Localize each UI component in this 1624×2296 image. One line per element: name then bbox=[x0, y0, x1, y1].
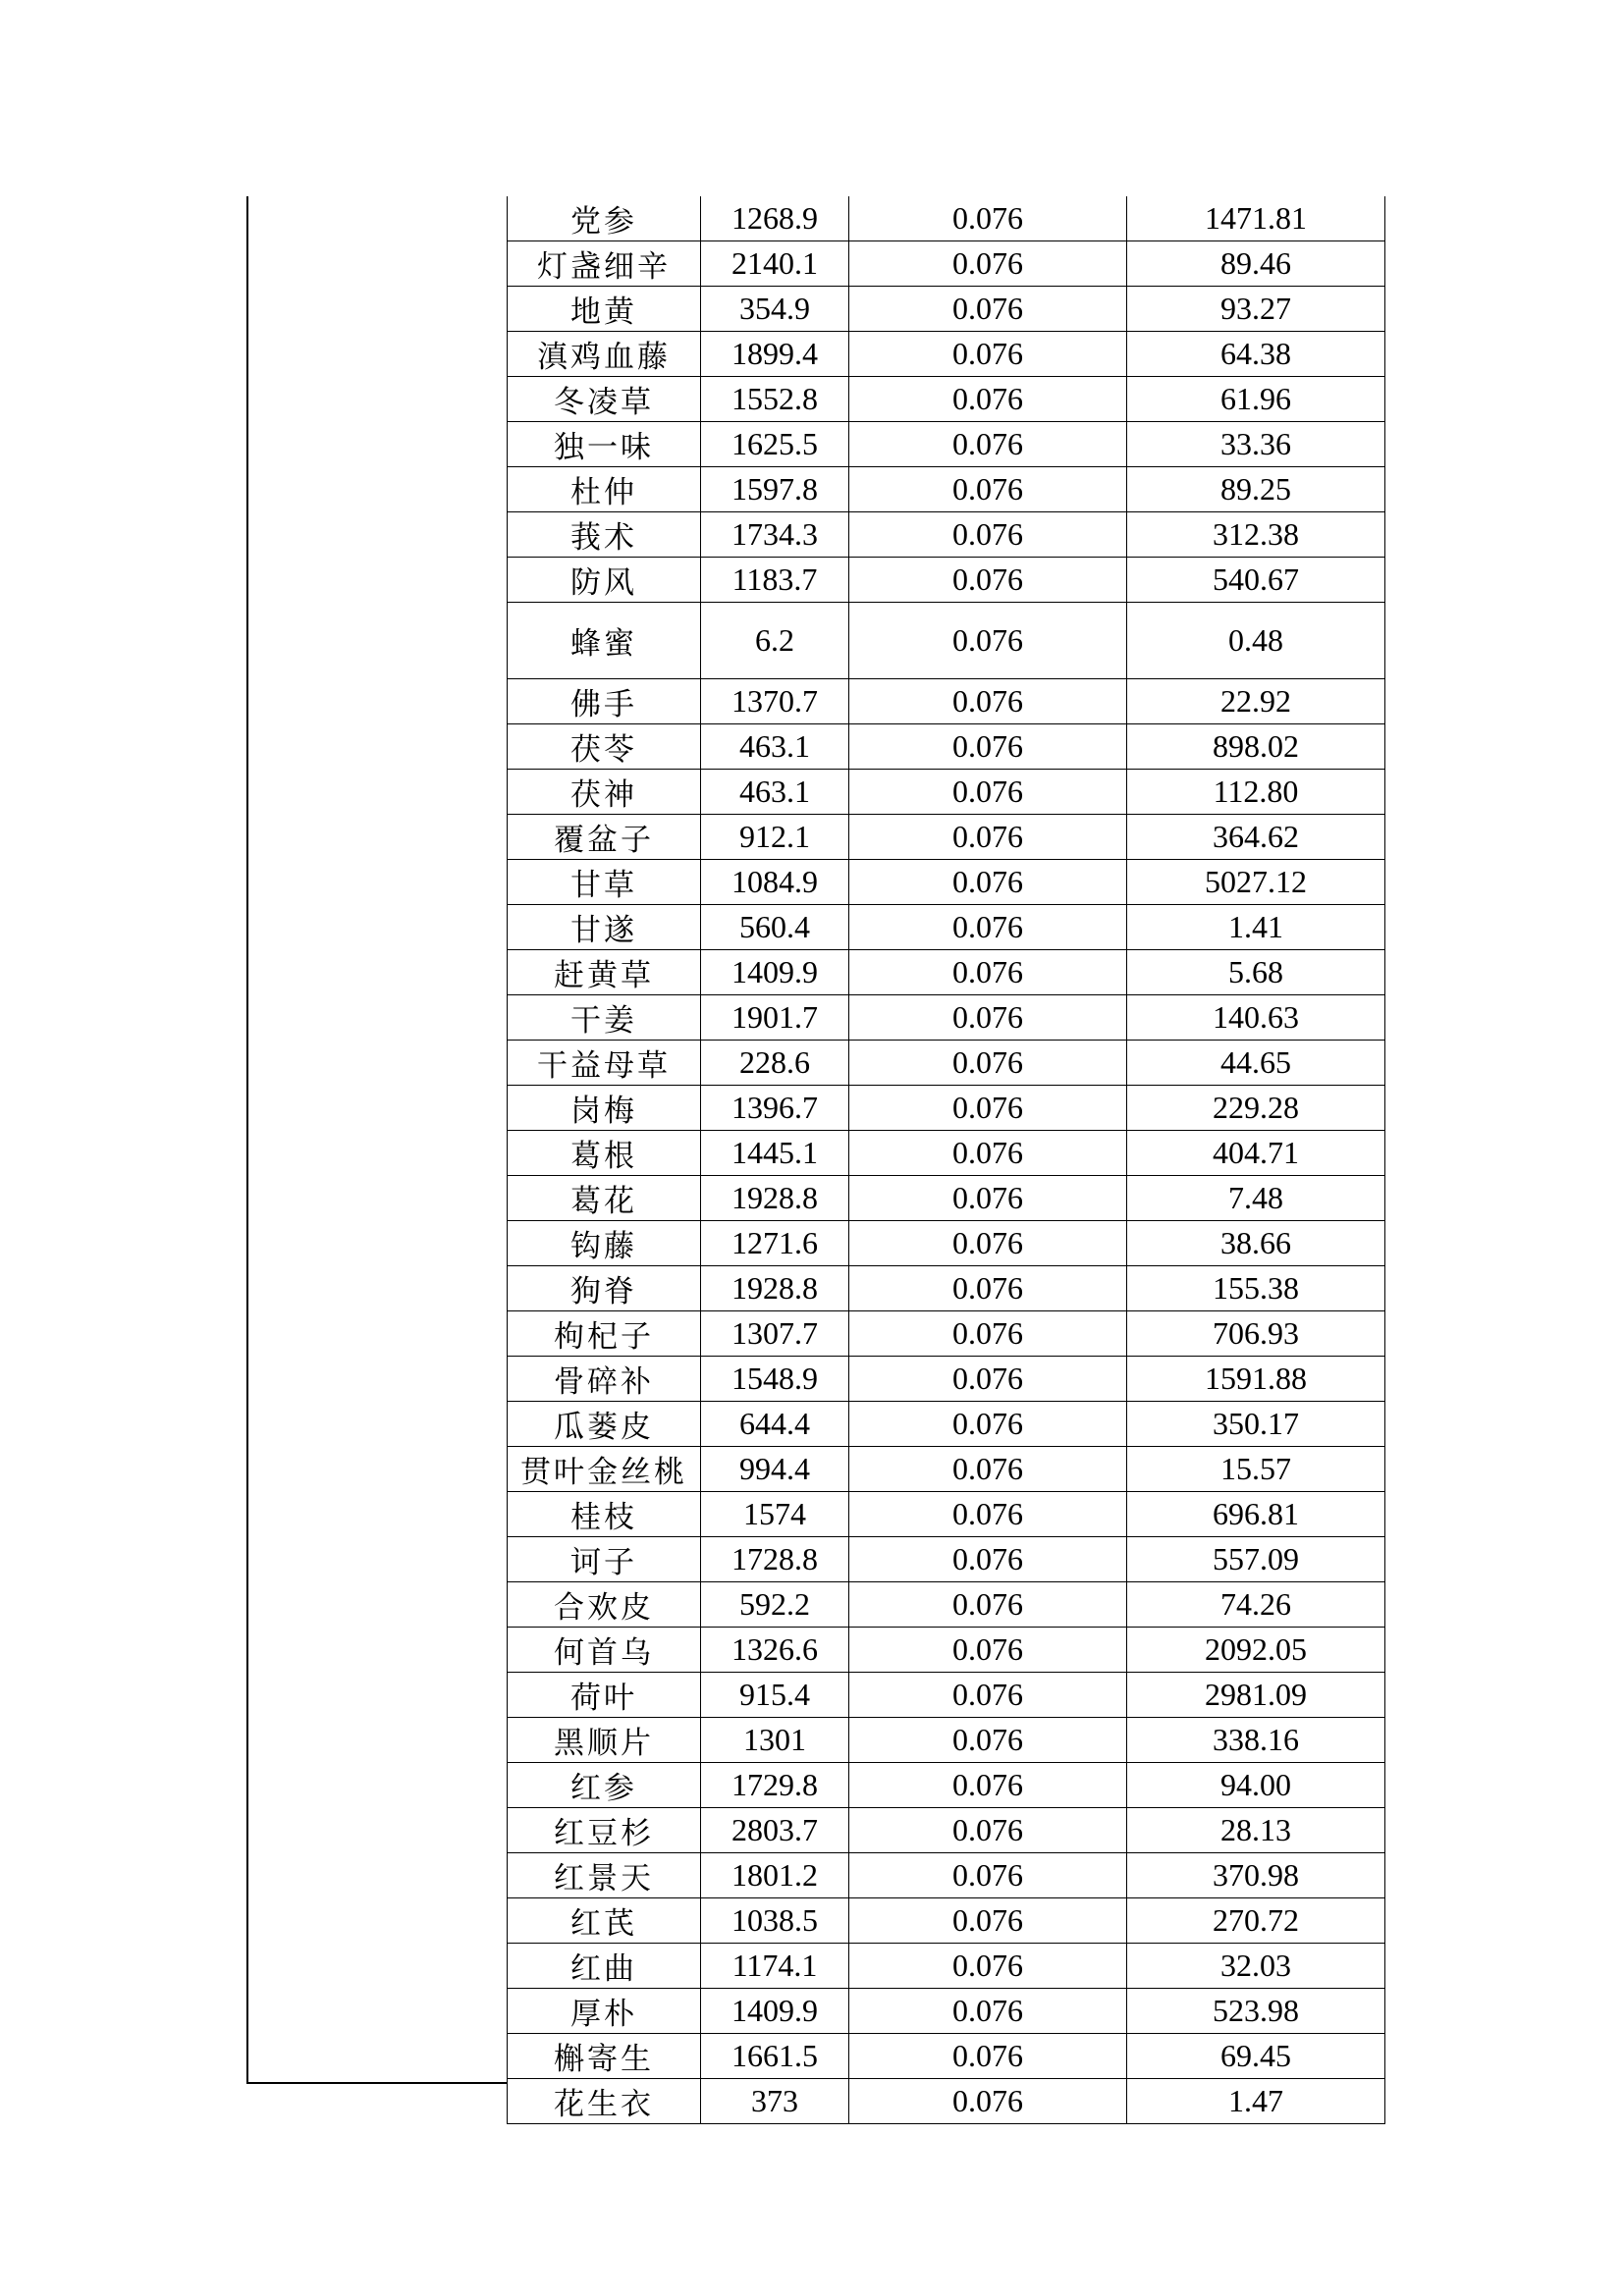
herb-amount-cell: 112.80 bbox=[1127, 770, 1385, 815]
herb-coef-cell: 0.076 bbox=[849, 1898, 1127, 1944]
herb-name-cell: 甘草 bbox=[508, 860, 701, 905]
herb-value-cell: 1301 bbox=[701, 1718, 849, 1763]
herb-value-cell: 228.6 bbox=[701, 1041, 849, 1086]
herb-amount-cell: 28.13 bbox=[1127, 1808, 1385, 1853]
herb-amount-cell: 557.09 bbox=[1127, 1537, 1385, 1582]
herb-value-cell: 1084.9 bbox=[701, 860, 849, 905]
table-row bbox=[508, 2079, 1385, 2124]
herb-coef-cell: 0.076 bbox=[849, 1492, 1127, 1537]
herb-amount-cell: 1.47 bbox=[1127, 2079, 1385, 2124]
herb-coef-cell: 0.076 bbox=[849, 558, 1127, 603]
herb-name-cell: 地黄 bbox=[508, 287, 701, 332]
herb-name-cell: 桂枝 bbox=[508, 1492, 701, 1537]
herb-amount-cell: 32.03 bbox=[1127, 1944, 1385, 1989]
herb-coef-cell: 0.076 bbox=[849, 2034, 1127, 2079]
herb-amount-cell: 89.46 bbox=[1127, 241, 1385, 287]
herb-coef-cell: 0.076 bbox=[849, 1266, 1127, 1311]
herb-name-cell: 狗脊 bbox=[508, 1266, 701, 1311]
herb-coef-cell: 0.076 bbox=[849, 1989, 1127, 2034]
herb-value-cell: 1901.7 bbox=[701, 995, 849, 1041]
herb-coef-cell: 0.076 bbox=[849, 1582, 1127, 1628]
herb-name-cell: 莪术 bbox=[508, 512, 701, 558]
herb-coef-cell: 0.076 bbox=[849, 1131, 1127, 1176]
herb-value-cell: 1625.5 bbox=[701, 422, 849, 467]
herb-name-cell: 瓜蒌皮 bbox=[508, 1402, 701, 1447]
table-row bbox=[508, 558, 1385, 603]
herb-coef-cell: 0.076 bbox=[849, 1041, 1127, 1086]
herb-value-cell: 915.4 bbox=[701, 1673, 849, 1718]
herb-coef-cell: 0.076 bbox=[849, 196, 1127, 241]
herb-value-cell: 1729.8 bbox=[701, 1763, 849, 1808]
herb-value-cell: 1445.1 bbox=[701, 1131, 849, 1176]
herb-value-cell: 1728.8 bbox=[701, 1537, 849, 1582]
herb-value-cell: 373 bbox=[701, 2079, 849, 2124]
herb-amount-cell: 44.65 bbox=[1127, 1041, 1385, 1086]
herb-coef-cell: 0.076 bbox=[849, 1176, 1127, 1221]
herb-value-cell: 1548.9 bbox=[701, 1357, 849, 1402]
herb-name-cell: 厚朴 bbox=[508, 1989, 701, 2034]
table-row bbox=[508, 1447, 1385, 1492]
herb-coef-cell: 0.076 bbox=[849, 377, 1127, 422]
herb-coef-cell: 0.076 bbox=[849, 1086, 1127, 1131]
herb-coef-cell: 0.076 bbox=[849, 512, 1127, 558]
herb-coef-cell: 0.076 bbox=[849, 2079, 1127, 2124]
herb-amount-cell: 5027.12 bbox=[1127, 860, 1385, 905]
herb-name-cell: 甘遂 bbox=[508, 905, 701, 950]
herb-value-cell: 1183.7 bbox=[701, 558, 849, 603]
herb-coef-cell: 0.076 bbox=[849, 905, 1127, 950]
herb-name-cell: 槲寄生 bbox=[508, 2034, 701, 2079]
herb-value-cell: 1661.5 bbox=[701, 2034, 849, 2079]
table-row bbox=[508, 1673, 1385, 1718]
herb-name-cell: 枸杞子 bbox=[508, 1311, 701, 1357]
herb-coef-cell: 0.076 bbox=[849, 860, 1127, 905]
herb-coef-cell: 0.076 bbox=[849, 1311, 1127, 1357]
table-row bbox=[508, 905, 1385, 950]
herb-coef-cell: 0.076 bbox=[849, 1447, 1127, 1492]
table-row bbox=[508, 1898, 1385, 1944]
herb-coef-cell: 0.076 bbox=[849, 815, 1127, 860]
herb-coef-cell: 0.076 bbox=[849, 467, 1127, 512]
herb-name-cell: 杜仲 bbox=[508, 467, 701, 512]
herb-coef-cell: 0.076 bbox=[849, 1628, 1127, 1673]
herb-amount-cell: 61.96 bbox=[1127, 377, 1385, 422]
herb-name-cell: 红曲 bbox=[508, 1944, 701, 1989]
herb-coef-cell: 0.076 bbox=[849, 1944, 1127, 1989]
table-row bbox=[508, 679, 1385, 724]
herb-amount-cell: 370.98 bbox=[1127, 1853, 1385, 1898]
herb-value-cell: 354.9 bbox=[701, 287, 849, 332]
table-row bbox=[508, 1221, 1385, 1266]
table-row bbox=[508, 1763, 1385, 1808]
herb-value-cell: 6.2 bbox=[701, 603, 849, 679]
herb-amount-cell: 2092.05 bbox=[1127, 1628, 1385, 1673]
herb-name-cell: 骨碎补 bbox=[508, 1357, 701, 1402]
herb-table-body bbox=[508, 196, 1385, 2124]
herb-amount-cell: 155.38 bbox=[1127, 1266, 1385, 1311]
table-row bbox=[508, 1944, 1385, 1989]
herb-name-cell: 葛花 bbox=[508, 1176, 701, 1221]
herb-name-cell: 党参 bbox=[508, 196, 701, 241]
herb-name-cell: 荷叶 bbox=[508, 1673, 701, 1718]
table-row bbox=[508, 241, 1385, 287]
herb-amount-cell: 1.41 bbox=[1127, 905, 1385, 950]
table-row bbox=[508, 1492, 1385, 1537]
herb-value-cell: 1574 bbox=[701, 1492, 849, 1537]
herb-name-cell: 红豆杉 bbox=[508, 1808, 701, 1853]
table-row bbox=[508, 1853, 1385, 1898]
table-row bbox=[508, 2034, 1385, 2079]
herb-coef-cell: 0.076 bbox=[849, 332, 1127, 377]
herb-coef-cell: 0.076 bbox=[849, 241, 1127, 287]
table-row bbox=[508, 1628, 1385, 1673]
table-row bbox=[508, 377, 1385, 422]
herb-amount-cell: 696.81 bbox=[1127, 1492, 1385, 1537]
herb-coef-cell: 0.076 bbox=[849, 1718, 1127, 1763]
table-row bbox=[508, 1041, 1385, 1086]
herb-value-cell: 1174.1 bbox=[701, 1944, 849, 1989]
herb-amount-cell: 898.02 bbox=[1127, 724, 1385, 770]
herb-coef-cell: 0.076 bbox=[849, 1221, 1127, 1266]
herb-name-cell: 干姜 bbox=[508, 995, 701, 1041]
herb-coef-cell: 0.076 bbox=[849, 995, 1127, 1041]
herb-value-cell: 1396.7 bbox=[701, 1086, 849, 1131]
herb-value-cell: 912.1 bbox=[701, 815, 849, 860]
herb-value-cell: 1038.5 bbox=[701, 1898, 849, 1944]
herb-name-cell: 滇鸡血藤 bbox=[508, 332, 701, 377]
herb-amount-cell: 1471.81 bbox=[1127, 196, 1385, 241]
table-row bbox=[508, 1582, 1385, 1628]
herb-value-cell: 1801.2 bbox=[701, 1853, 849, 1898]
herb-name-cell: 灯盏细辛 bbox=[508, 241, 701, 287]
table-row bbox=[508, 603, 1385, 679]
herb-coef-cell: 0.076 bbox=[849, 603, 1127, 679]
table-row bbox=[508, 950, 1385, 995]
herb-amount-cell: 270.72 bbox=[1127, 1898, 1385, 1944]
table-row bbox=[508, 860, 1385, 905]
herb-name-cell: 佛手 bbox=[508, 679, 701, 724]
herb-coef-cell: 0.076 bbox=[849, 1763, 1127, 1808]
table-row bbox=[508, 512, 1385, 558]
herb-name-cell: 花生衣 bbox=[508, 2079, 701, 2124]
table-row bbox=[508, 1266, 1385, 1311]
table-row bbox=[508, 1718, 1385, 1763]
herb-name-cell: 茯苓 bbox=[508, 724, 701, 770]
table-row bbox=[508, 815, 1385, 860]
table-row bbox=[508, 1357, 1385, 1402]
herb-value-cell: 1307.7 bbox=[701, 1311, 849, 1357]
herb-amount-cell: 33.36 bbox=[1127, 422, 1385, 467]
herb-coef-cell: 0.076 bbox=[849, 1402, 1127, 1447]
herb-value-cell: 1409.9 bbox=[701, 1989, 849, 2034]
table-row bbox=[508, 332, 1385, 377]
herb-name-cell: 红景天 bbox=[508, 1853, 701, 1898]
herb-coef-cell: 0.076 bbox=[849, 1357, 1127, 1402]
herb-amount-cell: 94.00 bbox=[1127, 1763, 1385, 1808]
table-row bbox=[508, 1808, 1385, 1853]
table-row bbox=[508, 196, 1385, 241]
herb-amount-cell: 5.68 bbox=[1127, 950, 1385, 995]
herb-name-cell: 防风 bbox=[508, 558, 701, 603]
herb-coef-cell: 0.076 bbox=[849, 287, 1127, 332]
herb-amount-cell: 523.98 bbox=[1127, 1989, 1385, 2034]
table-row bbox=[508, 467, 1385, 512]
herb-coef-cell: 0.076 bbox=[849, 724, 1127, 770]
herb-amount-cell: 22.92 bbox=[1127, 679, 1385, 724]
herb-amount-cell: 350.17 bbox=[1127, 1402, 1385, 1447]
herb-amount-cell: 338.16 bbox=[1127, 1718, 1385, 1763]
herb-coef-cell: 0.076 bbox=[849, 950, 1127, 995]
herb-name-cell: 黑顺片 bbox=[508, 1718, 701, 1763]
herb-name-cell: 诃子 bbox=[508, 1537, 701, 1582]
herb-table bbox=[507, 196, 1385, 2124]
herb-value-cell: 1409.9 bbox=[701, 950, 849, 995]
herb-name-cell: 蜂蜜 bbox=[508, 603, 701, 679]
herb-coef-cell: 0.076 bbox=[849, 770, 1127, 815]
table-row bbox=[508, 995, 1385, 1041]
table-row bbox=[508, 724, 1385, 770]
table-row bbox=[508, 1311, 1385, 1357]
herb-value-cell: 592.2 bbox=[701, 1582, 849, 1628]
herb-coef-cell: 0.076 bbox=[849, 1808, 1127, 1853]
herb-value-cell: 1268.9 bbox=[701, 196, 849, 241]
herb-value-cell: 1734.3 bbox=[701, 512, 849, 558]
herb-amount-cell: 2981.09 bbox=[1127, 1673, 1385, 1718]
herb-name-cell: 覆盆子 bbox=[508, 815, 701, 860]
herb-value-cell: 1271.6 bbox=[701, 1221, 849, 1266]
herb-amount-cell: 74.26 bbox=[1127, 1582, 1385, 1628]
herb-amount-cell: 404.71 bbox=[1127, 1131, 1385, 1176]
herb-amount-cell: 364.62 bbox=[1127, 815, 1385, 860]
table-row bbox=[508, 1086, 1385, 1131]
table-row bbox=[508, 1989, 1385, 2034]
herb-value-cell: 994.4 bbox=[701, 1447, 849, 1492]
herb-name-cell: 红芪 bbox=[508, 1898, 701, 1944]
table-row bbox=[508, 287, 1385, 332]
herb-coef-cell: 0.076 bbox=[849, 1537, 1127, 1582]
herb-name-cell: 干益母草 bbox=[508, 1041, 701, 1086]
herb-name-cell: 冬凌草 bbox=[508, 377, 701, 422]
herb-amount-cell: 140.63 bbox=[1127, 995, 1385, 1041]
herb-amount-cell: 706.93 bbox=[1127, 1311, 1385, 1357]
herb-value-cell: 463.1 bbox=[701, 724, 849, 770]
table-row bbox=[508, 770, 1385, 815]
herb-amount-cell: 1591.88 bbox=[1127, 1357, 1385, 1402]
herb-amount-cell: 0.48 bbox=[1127, 603, 1385, 679]
herb-value-cell: 2140.1 bbox=[701, 241, 849, 287]
table-group-column bbox=[246, 196, 508, 2084]
herb-coef-cell: 0.076 bbox=[849, 422, 1127, 467]
herb-coef-cell: 0.076 bbox=[849, 1853, 1127, 1898]
herb-amount-cell: 69.45 bbox=[1127, 2034, 1385, 2079]
herb-coef-cell: 0.076 bbox=[849, 679, 1127, 724]
herb-amount-cell: 64.38 bbox=[1127, 332, 1385, 377]
herb-value-cell: 1899.4 bbox=[701, 332, 849, 377]
herb-name-cell: 合欢皮 bbox=[508, 1582, 701, 1628]
herb-value-cell: 644.4 bbox=[701, 1402, 849, 1447]
herb-amount-cell: 312.38 bbox=[1127, 512, 1385, 558]
herb-value-cell: 560.4 bbox=[701, 905, 849, 950]
herb-name-cell: 赶黄草 bbox=[508, 950, 701, 995]
herb-coef-cell: 0.076 bbox=[849, 1673, 1127, 1718]
herb-amount-cell: 229.28 bbox=[1127, 1086, 1385, 1131]
herb-name-cell: 钩藤 bbox=[508, 1221, 701, 1266]
herb-amount-cell: 93.27 bbox=[1127, 287, 1385, 332]
herb-amount-cell: 7.48 bbox=[1127, 1176, 1385, 1221]
herb-value-cell: 1326.6 bbox=[701, 1628, 849, 1673]
herb-name-cell: 岗梅 bbox=[508, 1086, 701, 1131]
herb-value-cell: 463.1 bbox=[701, 770, 849, 815]
herb-value-cell: 1370.7 bbox=[701, 679, 849, 724]
herb-value-cell: 1552.8 bbox=[701, 377, 849, 422]
herb-value-cell: 2803.7 bbox=[701, 1808, 849, 1853]
herb-name-cell: 红参 bbox=[508, 1763, 701, 1808]
herb-name-cell: 何首乌 bbox=[508, 1628, 701, 1673]
herb-amount-cell: 15.57 bbox=[1127, 1447, 1385, 1492]
table-row bbox=[508, 1537, 1385, 1582]
herb-value-cell: 1597.8 bbox=[701, 467, 849, 512]
herb-amount-cell: 540.67 bbox=[1127, 558, 1385, 603]
table-row bbox=[508, 1131, 1385, 1176]
herb-amount-cell: 38.66 bbox=[1127, 1221, 1385, 1266]
herb-name-cell: 独一味 bbox=[508, 422, 701, 467]
herb-value-cell: 1928.8 bbox=[701, 1176, 849, 1221]
herb-name-cell: 茯神 bbox=[508, 770, 701, 815]
table-row bbox=[508, 422, 1385, 467]
herb-name-cell: 葛根 bbox=[508, 1131, 701, 1176]
table-row bbox=[508, 1176, 1385, 1221]
table-row bbox=[508, 1402, 1385, 1447]
herb-amount-cell: 89.25 bbox=[1127, 467, 1385, 512]
herb-name-cell: 贯叶金丝桃 bbox=[508, 1447, 701, 1492]
herb-value-cell: 1928.8 bbox=[701, 1266, 849, 1311]
